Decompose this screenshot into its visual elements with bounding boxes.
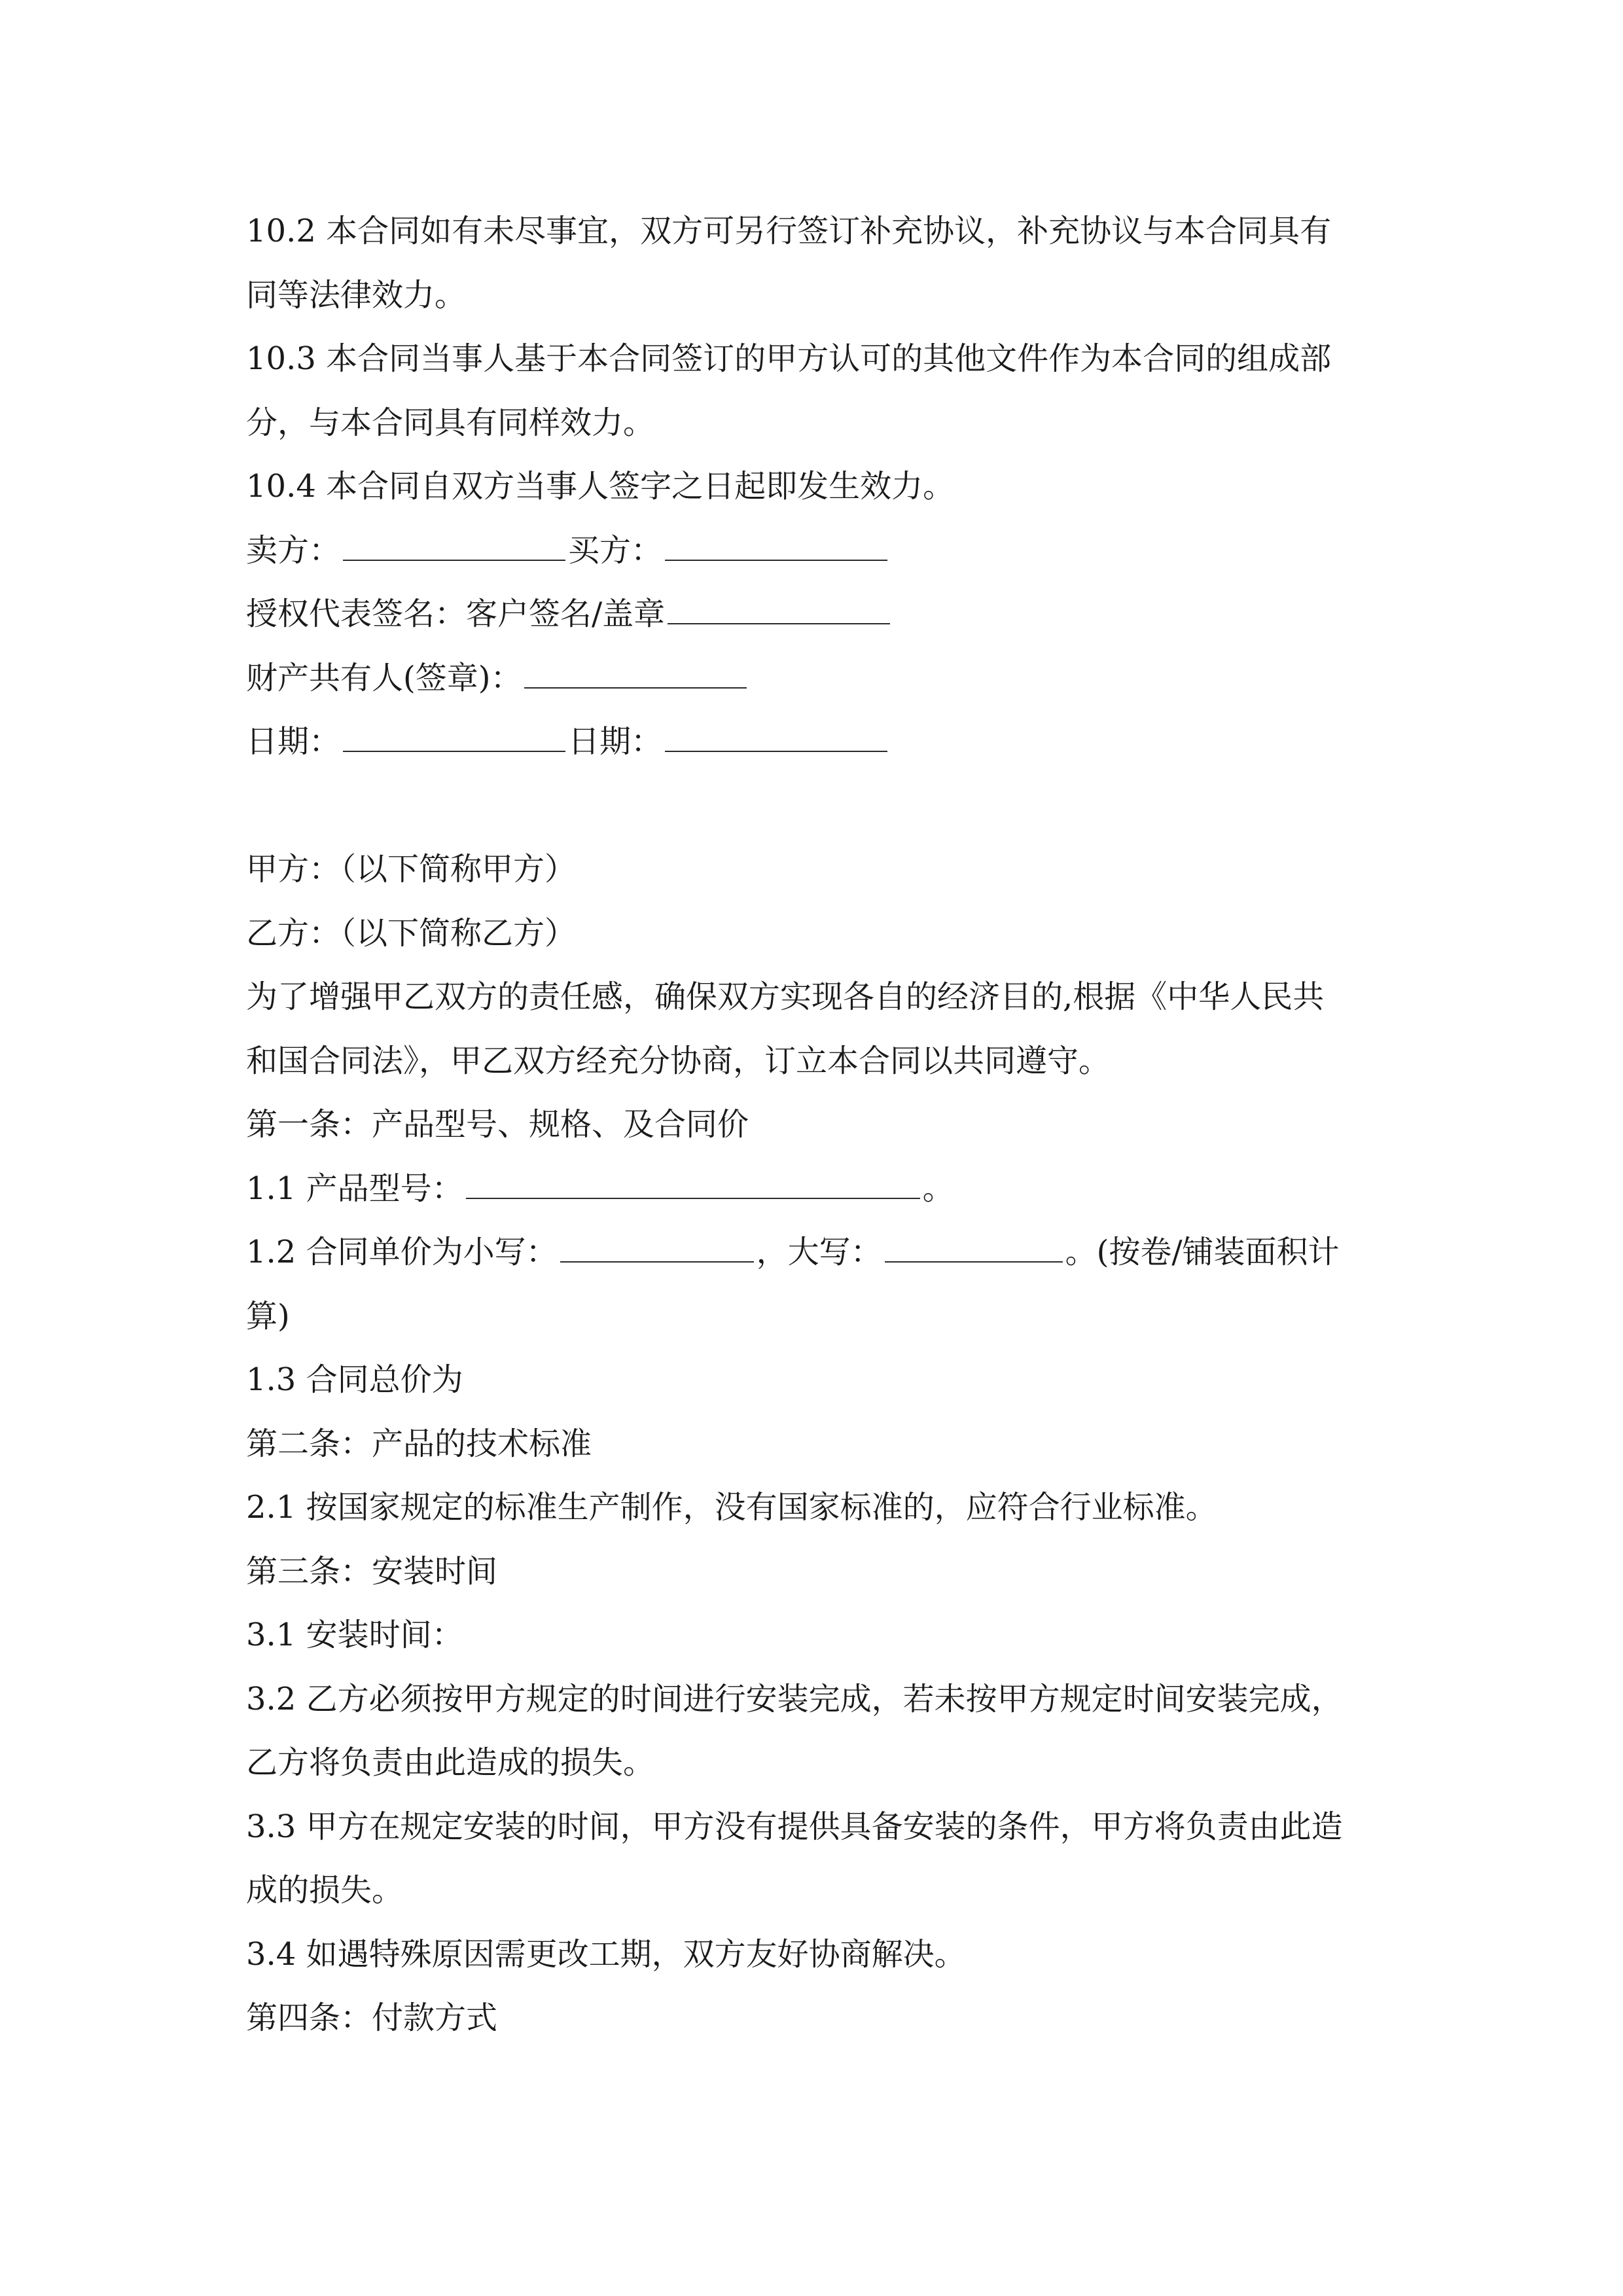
date-line: [246, 710, 1388, 774]
date-blank-right: [665, 710, 887, 752]
co-owner-line: [246, 647, 1388, 711]
clause-3-1: 3.1 安装时间：: [246, 1617, 463, 1653]
article-2-title: 第二条：产品的技术标准: [246, 1425, 592, 1462]
section-gap: [246, 774, 1388, 838]
seller-label: 卖方：: [246, 531, 341, 569]
clause-1-2-line2: 算): [246, 1297, 290, 1335]
clause-10-3-line2: 分，与本合同具有同样效力。: [246, 404, 655, 441]
clause-3-2-line1: 3.2 乙方必须按甲方规定的时间进行安装完成，若未按甲方规定时间安装完成，: [246, 1680, 1343, 1717]
authorized-label: 授权代表签名：客户签名/盖章: [246, 596, 666, 632]
article-3-title: 第三条：安装时间: [246, 1552, 498, 1590]
clause-3-3-line1: 3.3 甲方在规定安装的时间，甲方没有提供具备安装的条件，甲方将负责由此造: [246, 1808, 1343, 1845]
clause-10-3-line1: 10.3 本合同当事人基于本合同签订的甲方认可的其他文件作为本合同的组成部: [246, 340, 1332, 377]
party-b: 乙方：（以下简称乙方）: [246, 914, 577, 952]
authorized-line: [246, 583, 1388, 647]
clause-1-2-end: 。(按卷/铺装面积计: [1065, 1234, 1340, 1270]
clause-3-4: 3.4 如遇特殊原因需更改工期，双方友好协商解决。: [246, 1935, 966, 1973]
unit-price-lower-blank: [560, 1221, 754, 1263]
article-4-title: 第四条：付款方式: [246, 2000, 498, 2036]
clause-1-1-label: 1.1 产品型号：: [246, 1170, 463, 1207]
buyer-label: 买方：: [568, 531, 663, 569]
clause-1-2-line1: [246, 1221, 1388, 1285]
clause-1-3: 1.3 合同总价为: [246, 1361, 463, 1398]
co-owner-signature-blank: [524, 647, 747, 689]
seller-signature-blank: [343, 519, 565, 561]
unit-price-upper-blank: [885, 1221, 1063, 1263]
clause-1-1: [246, 1157, 1388, 1221]
clause-1-1-end: 。: [922, 1170, 954, 1207]
clause-3-3-line2: 成的损失。: [246, 1872, 404, 1909]
co-owner-label: 财产共有人(签章)：: [246, 659, 522, 696]
contract-body: [246, 200, 1388, 2051]
seller-buyer-line: [246, 519, 1388, 583]
date-label-right: 日期：: [568, 723, 663, 760]
party-a: 甲方：（以下简称甲方）: [246, 851, 577, 888]
date-blank-left: [343, 710, 565, 752]
clause-1-2-label: 1.2 合同单价为小写：: [246, 1234, 558, 1270]
clause-10-2-line1: 10.2 本合同如有未尽事宜，双方可另行签订补充协议，补充协议与本合同具有: [246, 213, 1332, 249]
clause-3-2-line2: 乙方将负责由此造成的损失。: [246, 1744, 655, 1781]
clause-2-1: 2.1 按国家规定的标准生产制作，没有国家标准的，应符合行业标准。: [246, 1489, 1217, 1526]
preamble-line2: 和国合同法》，甲乙双方经充分协商，订立本合同以共同遵守。: [246, 1042, 1111, 1079]
clause-1-2-mid: ，大写：: [756, 1234, 882, 1270]
article-1-title: 第一条：产品型号、规格、及合同价: [246, 1106, 749, 1143]
authorized-signature-blank: [668, 583, 890, 624]
clause-10-2-line2: 同等法律效力。: [246, 276, 467, 314]
date-label-left: 日期：: [246, 723, 341, 760]
clause-10-4: 10.4 本合同自双方当事人签字之日起即发生效力。: [246, 468, 955, 505]
buyer-signature-blank: [665, 519, 887, 561]
product-model-blank: [466, 1157, 920, 1199]
preamble-line1: 为了增强甲乙双方的责任感，确保双方实现各自的经济目的,根据《中华人民共: [246, 978, 1325, 1015]
